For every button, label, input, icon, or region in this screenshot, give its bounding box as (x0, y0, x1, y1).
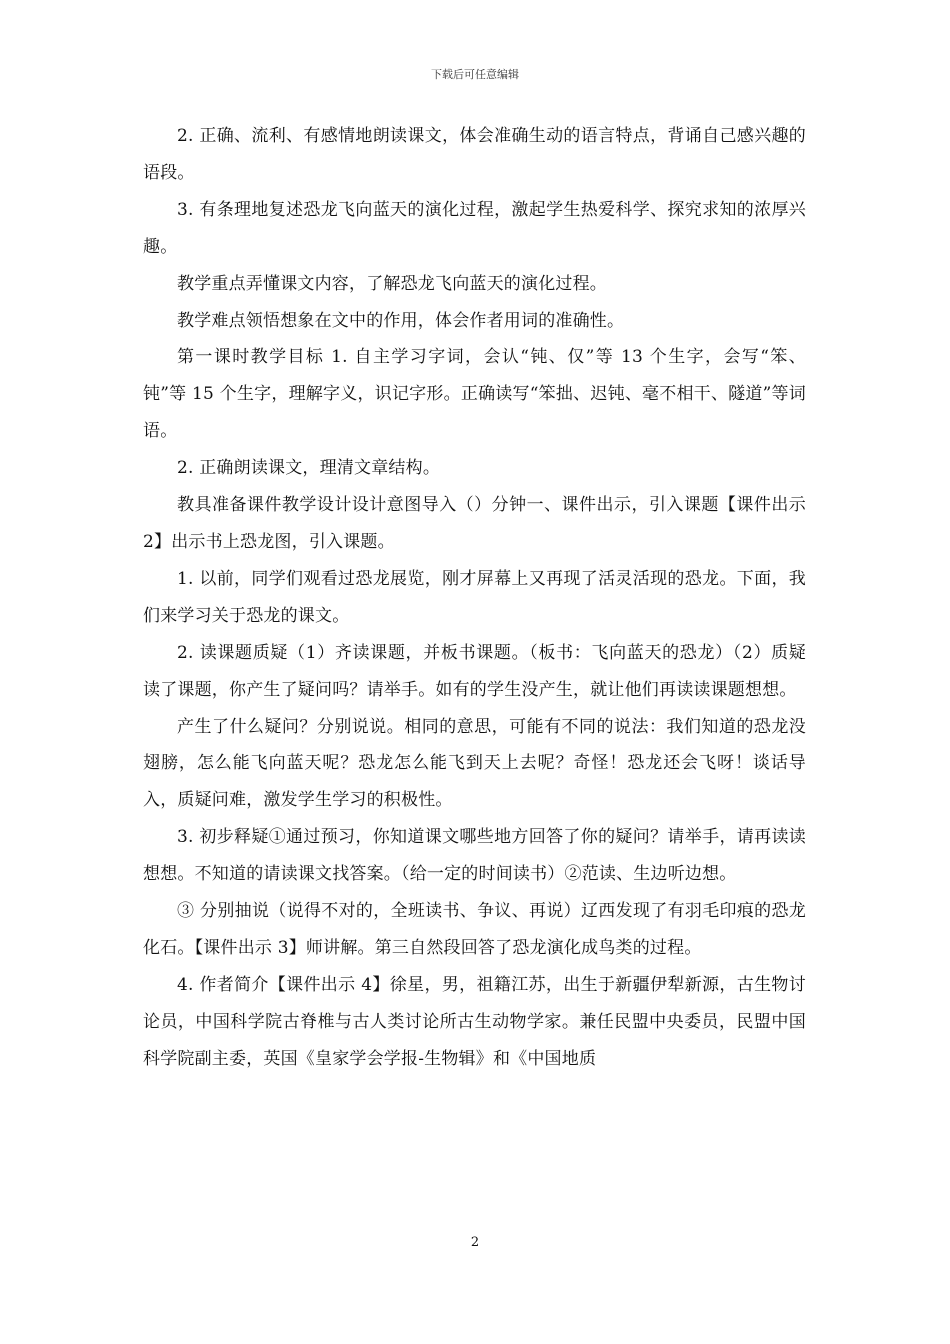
paragraph: 第一课时教学目标 1. 自主学习字词，会认“钝、仅”等 13 个生字，会写“笨、钝”等 15 个生字，理解字义，识记字形。正确读写“笨拙、迟钝、毫不相干、隧道”等词语。 (143, 347, 806, 442)
page-number: 2 (470, 1235, 480, 1250)
page-header: 下载后可任意编辑 (431, 68, 519, 81)
paragraph: 3. 有条理地复述恐龙飞向蓝天的演化过程，激起学生热爱科学、探究求知的浓厚兴趣。 (143, 199, 806, 257)
paragraph: 产生了什么疑问？分别说说。相同的意思，可能有不同的说法：我们知道的恐龙没翅膀，怎么能飞向蓝天呢？恐龙怎么能飞到天上去呢？奇怪！恐龙还会飞呀！谈话导入，质疑问难，激发学生学习的积极性。 (143, 716, 806, 811)
paragraph: ③ 分别抽说（说得不对的，全班读书、争议、再说）辽西发现了有羽毛印痕的恐龙化石。【课件出示 3】师讲解。第三自然段回答了恐龙演化成鸟类的过程。 (143, 901, 806, 958)
paragraph: 教具准备课件教学设计设计意图导入（）分钟一、课件出示，引入课题【课件出示 2】出示书上恐龙图，引入课题。 (143, 495, 806, 552)
paragraph: 2. 读课题质疑（1）齐读课题，并板书课题。（板书：飞向蓝天的恐龙）（2）质疑读了课题，你产生了疑问吗？请举手。如有的学生没产生，就让他们再读读课题想想。 (143, 642, 806, 700)
paragraph: 3. 初步释疑①通过预习，你知道课文哪些地方回答了你的疑问？请举手，请再读读想想。不知道的请读课文找答案。（给一定的时间读书）②范读、生边听边想。 (143, 827, 806, 885)
paragraph: 1. 以前，同学们观看过恐龙展览，刚才屏幕上又再现了活灵活现的恐龙。下面，我们来学习关于恐龙的课文。 (143, 568, 806, 626)
paragraph: 2. 正确、流利、有感情地朗读课文，体会准确生动的语言特点，背诵自己感兴趣的语段。 (143, 126, 806, 183)
paragraph: 教学难点领悟想象在文中的作用，体会作者用词的准确性。 (177, 310, 625, 331)
document-body (143, 118, 806, 1078)
paragraph: 教学重点弄懂课文内容，了解恐龙飞向蓝天的演化过程。 (177, 273, 607, 294)
paragraph: 4. 作者简介【课件出示 4】徐星，男，祖籍江苏，出生于新疆伊犁新源，古生物讨论员，中国科学院古脊椎与古人类讨论所古生动物学家。兼任民盟中央委员，民盟中国科学院副主委，英国《皇家学会学报-生物辑》和《中国地质 (143, 974, 806, 1069)
paragraph: 2. 正确朗读课文，理清文章结构。 (177, 458, 441, 479)
